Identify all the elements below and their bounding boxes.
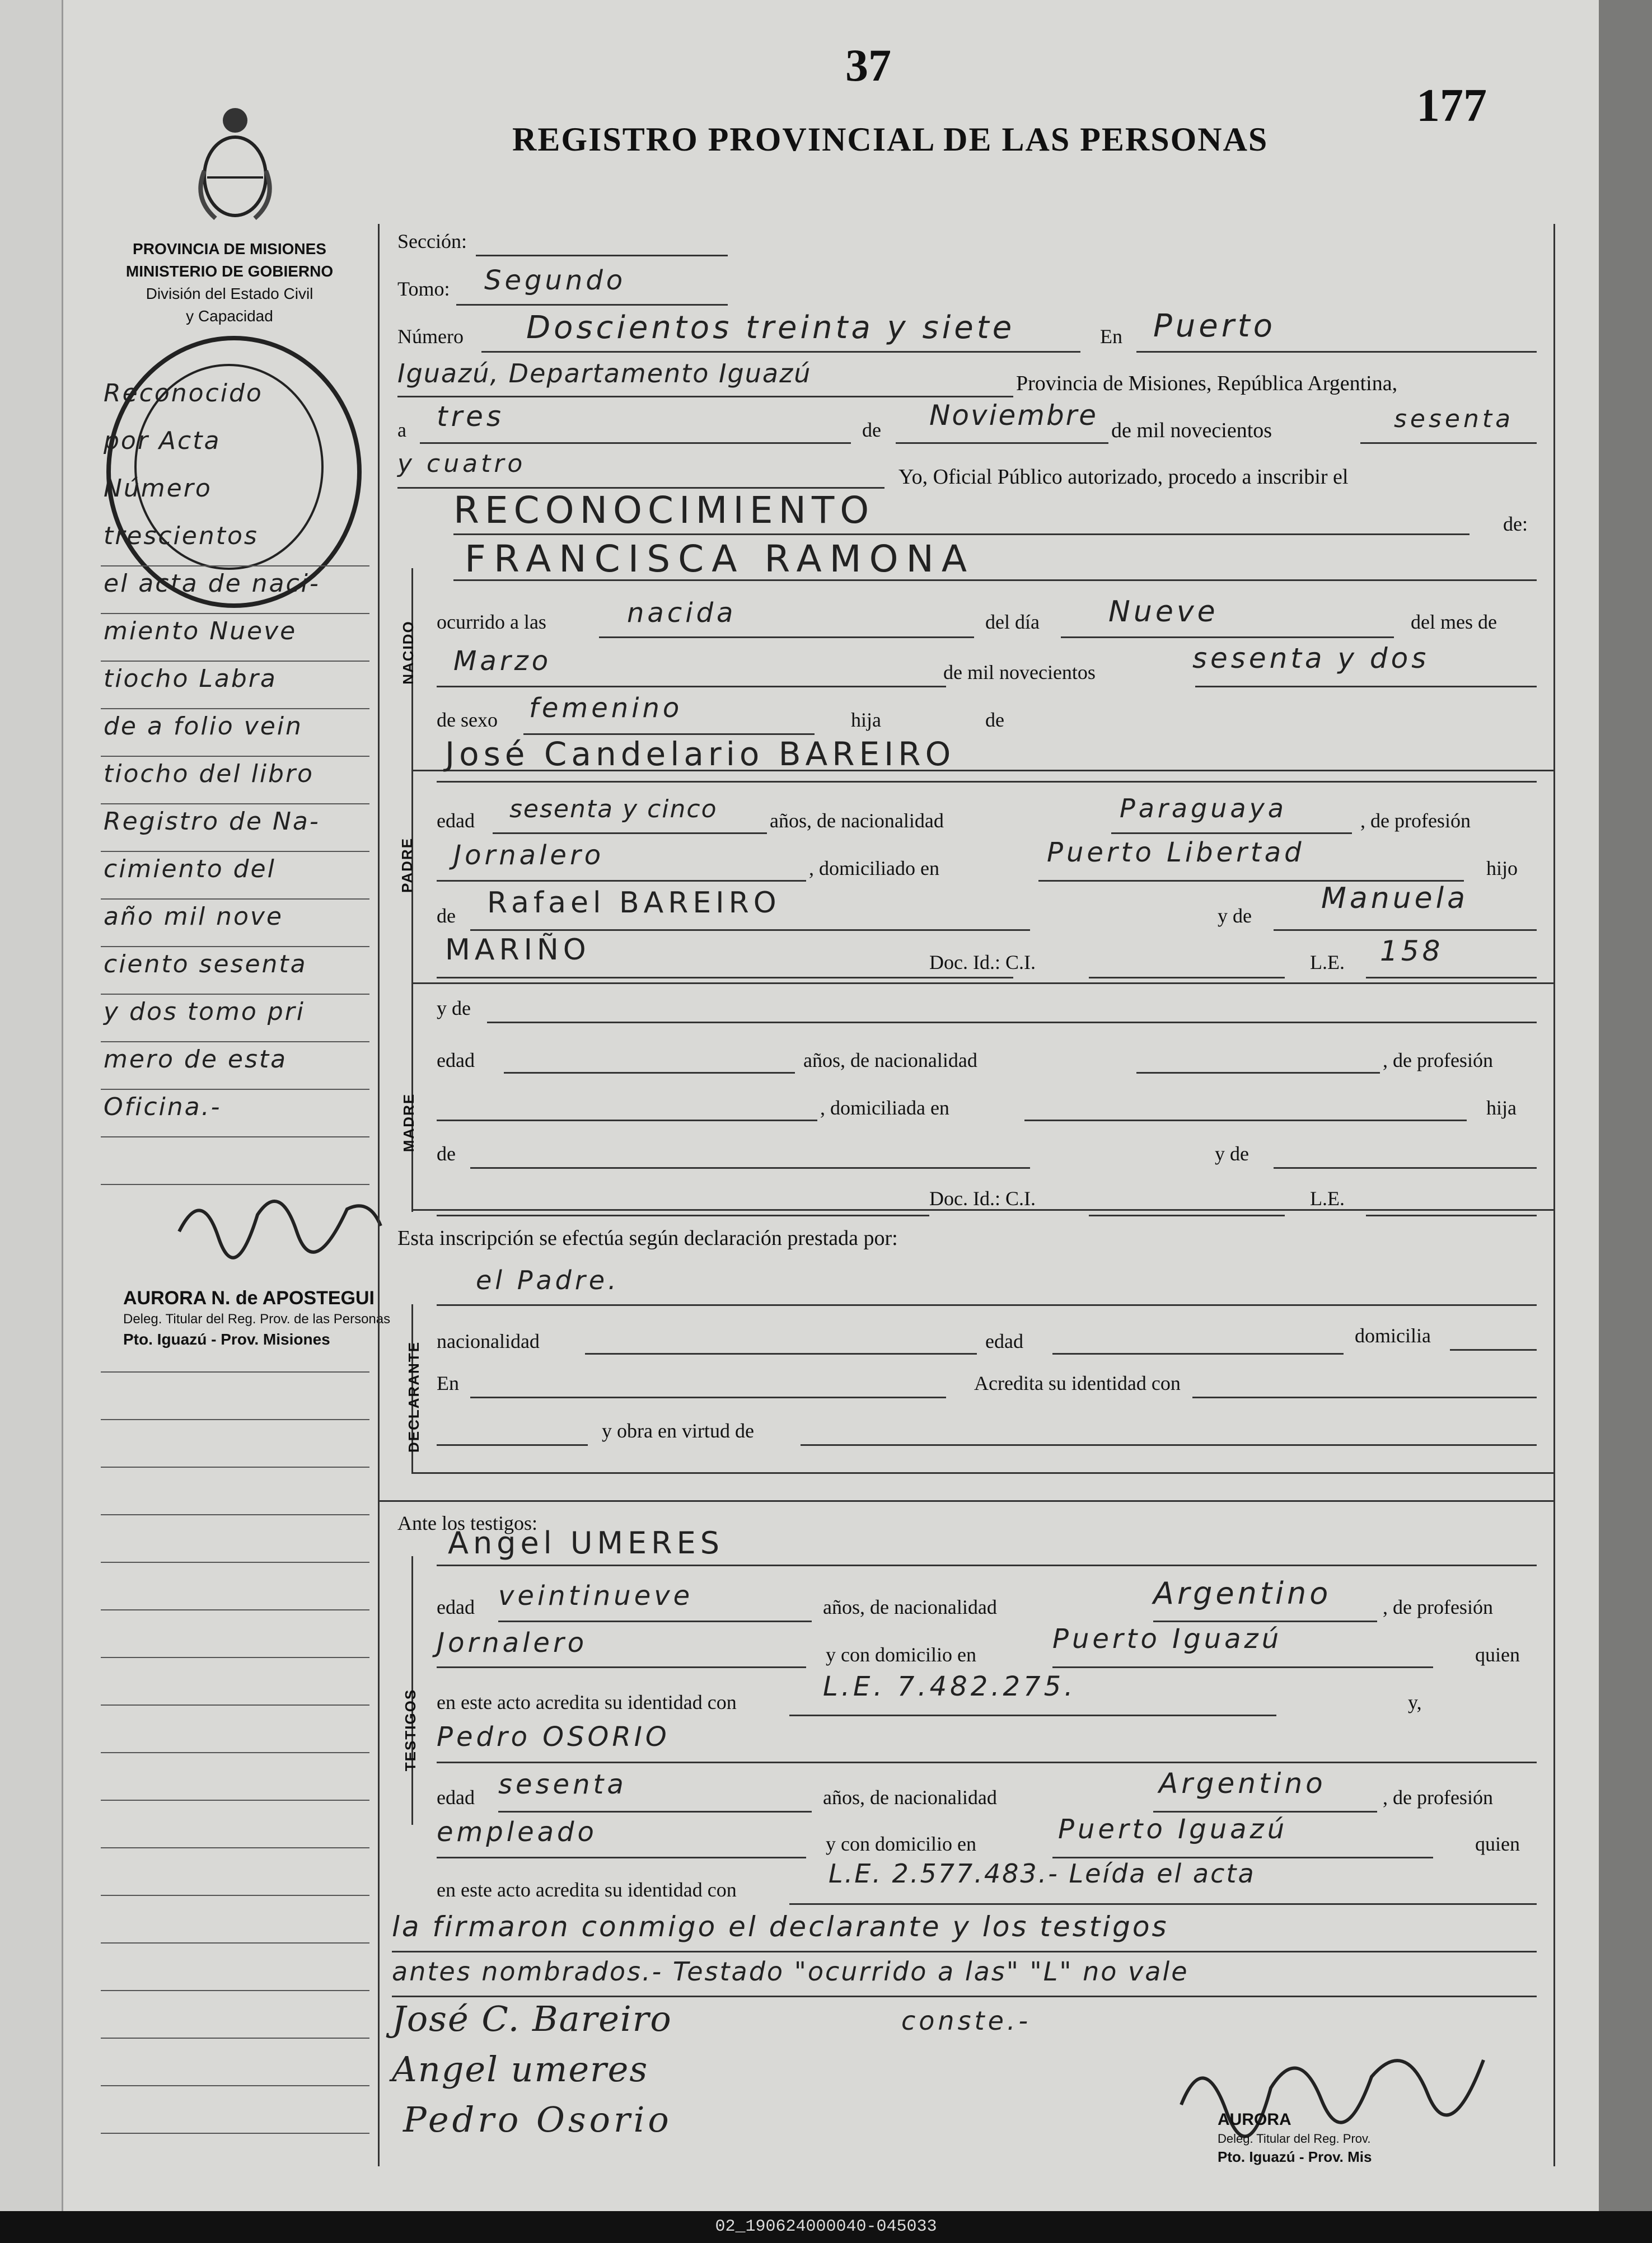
padre-edad-label: edad (437, 809, 475, 832)
margin-note-line: y dos tomo pri (104, 998, 305, 1026)
yo-oficial-label: Yo, Oficial Público autorizado, procedo a inscribir el (898, 465, 1349, 489)
declarante-dom-field (1450, 1349, 1537, 1351)
previous-page-edge (0, 0, 63, 2211)
abuela-y-de-label: y de (1218, 905, 1252, 927)
t1-nac-field (1153, 1621, 1377, 1622)
margin-rule (101, 1562, 369, 1563)
registrar-name: AURORA N. de APOSTEGUI (123, 1287, 375, 1309)
padre-dom-label: , domiciliado en (809, 857, 939, 879)
margin-note-line: Oficina.- (104, 1093, 222, 1121)
madre-extra-field (437, 1215, 929, 1216)
declarante-en-field (470, 1397, 946, 1398)
margin-note-line: Reconocido (104, 379, 263, 408)
padre-nac-field (1111, 832, 1352, 834)
abuelo-de-label: de (437, 905, 456, 927)
form-left-border (378, 224, 380, 2166)
closing-text-1: la firmaron conmigo el declarante y los testigos (392, 1910, 1169, 1943)
margin-rule (101, 1657, 369, 1658)
en-value: Puerto (1153, 308, 1276, 344)
division-name: División del Estado Civil (146, 285, 313, 302)
ocurrido-field (599, 636, 974, 638)
padre-nac-value: Paraguaya (1120, 793, 1287, 823)
dia-field (420, 442, 851, 444)
margin-note-line: el acta de naci- (104, 569, 320, 598)
scan-id-footer: 02_190624000040-045033 (0, 2211, 1652, 2243)
margin-rule (101, 1514, 369, 1515)
numero-value: Doscientos treinta y siete (526, 310, 1015, 346)
en-field (1136, 351, 1537, 353)
registrar-place: Pto. Iguazú - Prov. Misiones (123, 1331, 330, 1348)
label-declarante: DECLARANTE (405, 1341, 423, 1453)
margin-rule (101, 2085, 369, 2086)
madre-y-de-label: y de (437, 997, 471, 1019)
province-name: PROVINCIA DE MISIONES (133, 240, 326, 257)
margin-rule (101, 1752, 369, 1753)
tomo-label: Tomo: (397, 278, 450, 300)
padre-field (437, 781, 1537, 783)
declarante-value: el Padre. (476, 1265, 620, 1295)
del-dia-label: del día (985, 611, 1040, 633)
anio-nac-field (1195, 686, 1537, 687)
madre-field (487, 1022, 1537, 1023)
t1-edad-value: veintinueve (498, 1580, 694, 1612)
dia-value: tres (437, 400, 504, 433)
en-label: En (1100, 325, 1122, 348)
form-body (392, 221, 1545, 2169)
sexo-value: femenino (529, 692, 683, 724)
acto-field (453, 533, 1470, 535)
margin-rule (101, 1847, 369, 1848)
t2-nac-label: años, de nacionalidad (823, 1786, 997, 1809)
mes-nac-value: Marzo (453, 645, 552, 677)
acto-value: RECONOCIMIENTO (453, 489, 875, 532)
corner-stamp-place: Pto. Iguazú - Prov. Mis (1218, 2148, 1372, 2165)
margin-note-line: Número (104, 474, 212, 503)
madre-prof-field (437, 1120, 817, 1121)
de-mil-nac-label: de mil novecientos (943, 661, 1096, 683)
folio-number: 177 (1416, 79, 1487, 132)
anio-value-1: sesenta (1394, 405, 1514, 433)
testigo1-value: Angel UMERES (448, 1525, 724, 1561)
label-testigos: TESTIGOS (402, 1688, 419, 1772)
capacity-line: y Capacidad (186, 307, 273, 325)
margin-rule (101, 2038, 369, 2039)
margin-note-line: por Acta (104, 427, 221, 455)
margin-rule (101, 1705, 369, 1706)
madre-madre-field (1274, 1167, 1537, 1169)
page-number: 37 (845, 40, 891, 91)
hija-label: hija (851, 709, 881, 731)
margin-note-line: de a folio vein (104, 712, 303, 741)
declaracion-label: Esta inscripción se efectúa según declaración prestada por: (397, 1226, 898, 1250)
registrar-stamp-corner (1218, 2110, 1509, 2166)
abuela-cont-field (437, 977, 1013, 978)
a-label: a (397, 419, 406, 441)
numero-field (481, 351, 1080, 353)
madre-le-label: L.E. (1310, 1187, 1345, 1210)
t1-nac-label: años, de nacionalidad (823, 1596, 997, 1618)
margin-rule (101, 1136, 369, 1137)
ocurrido-label: ocurrido a las (437, 611, 546, 633)
del-mes-label: del mes de (1411, 611, 1497, 633)
testigo2-field (437, 1762, 1537, 1763)
declarante-signature: José C. Bareiro (392, 1998, 672, 2039)
de-mil-label: de mil novecientos (1111, 419, 1272, 442)
t2-edad-label: edad (437, 1786, 475, 1809)
acredita-label: Acredita su identidad con (974, 1372, 1181, 1394)
abuelo-value: Rafael BAREIRO (487, 886, 781, 920)
margin-rule (101, 1467, 369, 1468)
padre-le-label: L.E. (1310, 951, 1345, 973)
corner-stamp-name: AURORA (1218, 2110, 1291, 2129)
madre-y-de2-label: y de (1215, 1142, 1249, 1165)
padre-le-value: 158 (1380, 935, 1444, 967)
t1-edad-label: edad (437, 1596, 475, 1618)
label-madre: MADRE (400, 1093, 418, 1153)
t1-prof-label: , de profesión (1383, 1596, 1493, 1618)
madre-nac-field (1136, 1072, 1380, 1074)
t1-dom-value: Puerto Iguazú (1052, 1623, 1283, 1655)
lugar-field (397, 396, 1013, 397)
obra-label: y obra en virtud de (602, 1420, 754, 1442)
declarante-field (437, 1304, 1537, 1306)
t2-prof-field (437, 1857, 806, 1858)
t1-y-label: y, (1408, 1691, 1422, 1713)
t1-quien-label: quien (1475, 1643, 1520, 1666)
padre-le-field (1366, 977, 1537, 978)
margin-note-line: año mil nove (104, 902, 283, 931)
t2-doc-value: L.E. 2.577.483.- Leída el acta (829, 1858, 1256, 1889)
margin-rule (101, 1942, 369, 1944)
declarante-dom-label: domicilia (1355, 1324, 1431, 1347)
tomo-field (456, 304, 728, 306)
register-title: REGISTRO PROVINCIAL DE LAS PERSONAS (512, 121, 1269, 158)
margin-note-line: Registro de Na- (104, 807, 320, 836)
padre-edad-value: sesenta y cinco (509, 795, 718, 823)
testigo1-signature: Angel umeres (392, 2049, 649, 2090)
registrar-role: Deleg. Titular del Reg. Prov. de las Personas (123, 1312, 391, 1327)
madre-doc-label: Doc. Id.: C.I. (929, 1187, 1036, 1210)
seccion-field (476, 255, 728, 256)
madre-de-label: de (437, 1142, 456, 1165)
testigo2-signature: Pedro Osorio (403, 2099, 672, 2140)
tomo-value: Segundo (484, 265, 626, 296)
madre-padre-field (470, 1167, 1030, 1169)
ministry-name: MINISTERIO DE GOBIERNO (125, 263, 334, 280)
t2-dom-label: y con domicilio en (826, 1833, 976, 1855)
t1-prof-value: Jornalero (437, 1627, 588, 1659)
closing-line-1 (392, 1951, 1537, 1952)
de-colon-label: de: (1503, 513, 1528, 535)
t1-dom-field (1052, 1666, 1433, 1668)
declarante-edad-field (1052, 1353, 1344, 1355)
madre-nac-label: años, de nacionalidad (803, 1049, 977, 1071)
margin-annotation (104, 369, 372, 1131)
madre-edad-label: edad (437, 1049, 475, 1071)
padre-ci-field (1089, 977, 1285, 978)
madre-prof-label: , de profesión (1383, 1049, 1493, 1071)
margin-rule (101, 1990, 369, 1991)
t2-acredita-label: en este acto acredita su identidad con (437, 1879, 737, 1901)
padre-prof-value: Jornalero (453, 840, 605, 871)
form-right-border (1553, 224, 1555, 2166)
margin-note-line: trescientos (104, 522, 259, 550)
declarante-nac-label: nacionalidad (437, 1330, 540, 1352)
margin-note-line: tiocho Labra (104, 664, 277, 693)
abuela-field (1274, 929, 1537, 931)
dia-nac-value: Nueve (1108, 595, 1219, 629)
declarante-en-label: En (437, 1372, 459, 1394)
de-padre-label: de (985, 709, 1004, 731)
closing-line-2 (392, 1996, 1537, 1997)
t2-nac-value: Argentino (1159, 1767, 1326, 1800)
lugar-value: Iguazú, Departamento Iguazú (397, 358, 812, 388)
t1-doc-value: L.E. 7.482.275. (823, 1671, 1077, 1702)
dia-nac-field (1061, 636, 1394, 638)
abuelo-field (470, 929, 1030, 931)
margin-note-line: tiocho del libro (104, 760, 314, 788)
closing-text-2: antes nombrados.- Testado "ocurrido a las" "L" no vale (392, 1956, 1189, 1987)
t1-nac-value: Argentino (1153, 1576, 1332, 1611)
de-label: de (862, 419, 881, 441)
label-padre: PADRE (399, 837, 416, 893)
t2-nac-field (1153, 1811, 1377, 1813)
margin-rule (101, 1895, 369, 1896)
margin-note-line: ciento sesenta (104, 950, 307, 978)
madre-hija-label: hija (1486, 1097, 1517, 1119)
mes-field (896, 442, 1108, 444)
padre-prof-label: , de profesión (1360, 809, 1471, 832)
label-nacido: NACIDO (399, 620, 416, 685)
declarante-nac-field (585, 1353, 977, 1355)
seccion-label: Sección: (397, 230, 467, 252)
book-spine-edge (1599, 0, 1652, 2211)
padre-value: José Candelario BAREIRO (445, 735, 956, 773)
t1-edad-field (498, 1621, 812, 1622)
madre-dom-label: , domiciliada en (820, 1097, 949, 1119)
conste-text: conste.- (901, 2006, 1032, 2036)
padre-dom-value: Puerto Libertad (1047, 837, 1305, 868)
mes-nac-field (437, 686, 946, 687)
testigo2-value: Pedro OSORIO (437, 1721, 670, 1753)
declarante-edad-label: edad (985, 1330, 1023, 1352)
nombre-value: FRANCISCA RAMONA (465, 537, 975, 580)
madre-ci-field (1089, 1215, 1285, 1216)
t2-edad-value: sesenta (498, 1769, 627, 1800)
de-sexo-label: de sexo (437, 709, 498, 731)
abuela-value-2: MARIÑO (445, 933, 591, 967)
margin-note-line: cimiento del (104, 855, 276, 883)
padre-edad-field (493, 832, 767, 834)
madre-edad-field (504, 1072, 795, 1074)
margin-note-line: miento Nueve (104, 617, 297, 645)
testigo1-field (437, 1565, 1537, 1566)
madre-le-field (1366, 1215, 1537, 1216)
t2-edad-field (498, 1811, 812, 1813)
margin-rule (101, 1800, 369, 1801)
abuela-value-1: Manuela (1321, 882, 1468, 915)
t1-prof-field (437, 1666, 806, 1668)
numero-label: Número (397, 325, 464, 348)
padre-nac-label: años, de nacionalidad (770, 809, 944, 832)
t2-prof-value: empleado (437, 1816, 597, 1848)
margin-rule (101, 2133, 369, 2134)
acredita-field (1192, 1397, 1537, 1398)
margin-rule (101, 1371, 369, 1373)
anio-value-2: y cuatro (397, 449, 526, 478)
ante-testigos-label: Ante los testigos: (397, 1512, 537, 1534)
t1-acredita-label: en este acto acredita su identidad con (437, 1691, 737, 1713)
t1-doc-field (789, 1715, 1276, 1716)
obra-field (801, 1444, 1537, 1446)
margin-rule (101, 1609, 369, 1610)
madre-dom-field (1024, 1120, 1467, 1121)
t2-prof-label: , de profesión (1383, 1786, 1493, 1809)
padre-prof-field (437, 880, 806, 882)
padre-hijo-label: hijo (1486, 857, 1518, 879)
t2-quien-label: quien (1475, 1833, 1520, 1855)
ocurrido-value: nacida (627, 597, 737, 629)
t2-dom-value: Puerto Iguazú (1058, 1814, 1288, 1845)
margin-signature-icon (168, 1164, 392, 1265)
institution-block (90, 238, 369, 327)
margin-rule (101, 1419, 369, 1420)
anio-nac-value: sesenta y dos (1192, 642, 1430, 675)
t2-doc-field (789, 1903, 1537, 1905)
padre-doc-label: Doc. Id.: C.I. (929, 951, 1036, 973)
coat-of-arms-icon (188, 104, 283, 227)
t1-dom-label: y con domicilio en (826, 1643, 976, 1666)
corner-stamp-role: Deleg. Titular del Reg. Prov. (1218, 2132, 1371, 2146)
acredita-cont-field (437, 1444, 588, 1446)
mes-value: Noviembre (929, 399, 1098, 432)
provincia-label: Provincia de Misiones, República Argentina, (1016, 372, 1398, 395)
margin-note-line: mero de esta (104, 1045, 288, 1074)
anio-field (1360, 442, 1537, 444)
